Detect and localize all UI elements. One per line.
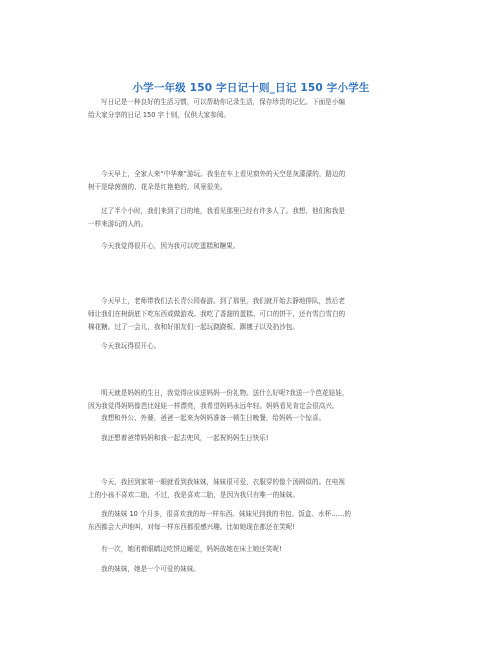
paragraph	[88, 508, 413, 534]
paragraph	[88, 387, 413, 413]
paragraph	[88, 168, 413, 194]
text-line: 今天早上，老师带我们去长青公园春游。到了那里，我们就开始去静地排队，然后老	[101, 297, 345, 305]
text-line: 明天就是妈妈的生日，我觉得应该送妈妈一份礼物。送什么好呢?我送一个芭花娃娃，	[101, 389, 349, 397]
text-line: 树干是绿茵茵的、花朵是红艳艳的，风景很美。	[88, 183, 227, 191]
text-line: 写日记是一种良好的生活习惯，可以帮助你记录生活，保存珍贵的记忆。下面是小编	[101, 98, 345, 106]
text-line: 师让我们在树荫底下吃东西或做游戏。我吃了香甜的蛋糕、可口的饼干，还有雪白雪白的	[88, 310, 346, 318]
text-line: 东西都会大声地叫，对每一样东西都很感兴趣。比如她现在都还在笑呢!	[88, 523, 296, 531]
paragraph	[88, 563, 413, 576]
text-line: 我的妹妹 10 个月多，很喜欢我的每一样东西。妹妹见到我的书包、饭盒、水杯……的	[101, 510, 351, 518]
text-line: 有一次，她闭着眼睛边吃饼边睡觉，妈妈放她在床上她还笑呢!	[101, 545, 282, 553]
text-line: 棉花糖。过了一会儿，我和好朋友们一起玩跷跷板、踢毽子以及扔沙包。	[88, 323, 299, 331]
text-line: 今天，我回到家第一眼就看到我妹妹，妹妹很可爱，衣服穿的像个汤圆似的。在电视	[101, 478, 345, 486]
paragraph	[88, 432, 413, 445]
document-title: 小学一年级 150 字日记十则_日记 150 字小学生	[132, 82, 370, 94]
paragraph	[88, 543, 413, 556]
paragraph	[88, 205, 413, 231]
text-line: 今天我觉得很开心，因为我可以吃蛋糕和糖果。	[101, 242, 240, 250]
text-line: 我的妹妹，她是一个可爱的妹妹。	[101, 565, 200, 573]
paragraph	[88, 295, 413, 334]
text-line: 我想和外公、外婆，爸爸一起来为妈妈准备一顿生日晚餐，给妈妈一个惊喜。	[101, 414, 326, 422]
text-line: 上的小孩不喜欢二胎，不过，我是喜欢二胎，是因为我只有唯一的妹妹。	[88, 491, 299, 499]
paragraph-intro	[88, 96, 413, 122]
paragraph	[88, 412, 413, 425]
text-line: 因为我觉得妈妈像芭比娃娃一样漂亮，我希望妈妈永远年轻。妈妈看见肯定会很高兴。	[88, 402, 339, 410]
text-line: 今天早上，全家人来“中华寨”游玩。我坐在车上看见窗外的天空是灰濛濛的，路边的	[101, 170, 346, 178]
text-line: 一样来游玩的人的。	[88, 220, 148, 228]
text-line: 我还想着爸带妈妈和我一起去兜风，一起祝妈妈生日快乐!	[101, 434, 269, 442]
paragraph	[88, 240, 413, 253]
paragraph	[88, 340, 413, 353]
text-line: 过了半个小时，我们来到了目的地，我看见那里已经有许多人了。我想，他们和我是	[101, 207, 345, 215]
paragraph	[88, 476, 413, 502]
text-line: 给大家分享的日记 150 字十则，仅供大家参阅。	[88, 111, 231, 119]
text-line: 今天我玩得很开心。	[101, 342, 161, 350]
